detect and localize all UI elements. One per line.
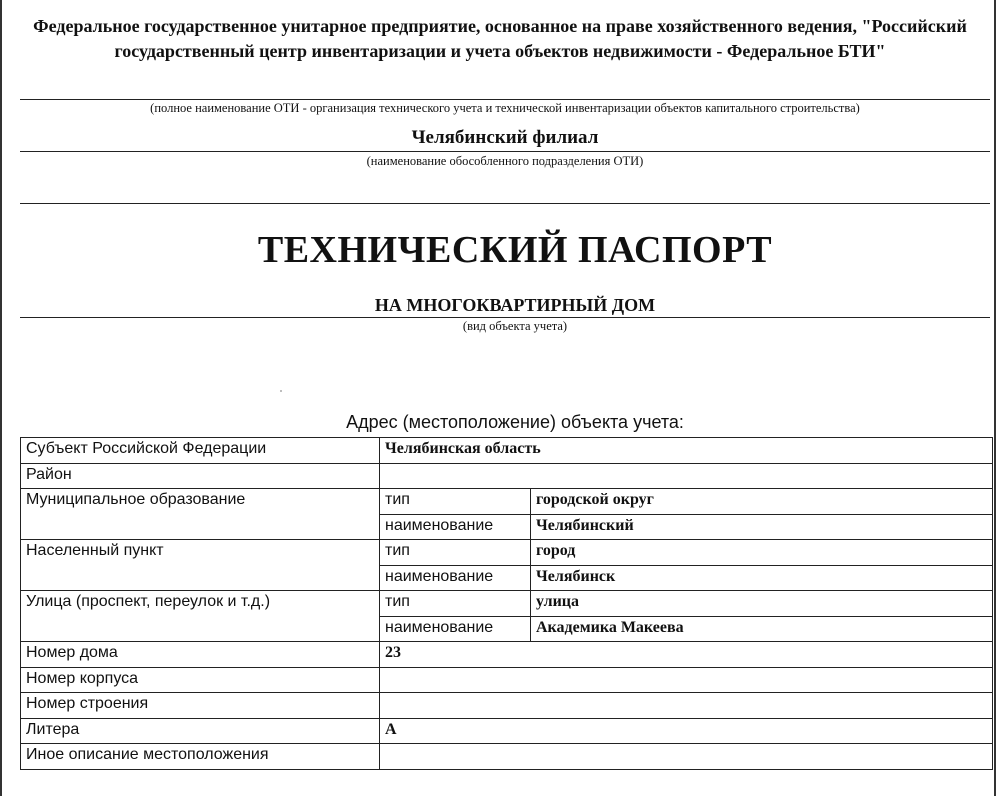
- litera-label: Литера: [21, 718, 380, 744]
- settlement-type-label: тип: [380, 540, 531, 566]
- divider: [20, 99, 990, 100]
- branch-caption: (наименование обособленного подразделения ОТИ): [366, 154, 644, 168]
- divider: [20, 203, 990, 204]
- street-type-value: улица: [531, 591, 993, 617]
- address-table: [20, 437, 993, 770]
- other-location-value: [380, 744, 993, 770]
- subject-label: Субъект Российской Федерации: [21, 438, 380, 464]
- document-title: ТЕХНИЧЕСКИЙ ПАСПОРТ: [257, 229, 773, 271]
- settlement-label: Населенный пункт: [21, 540, 380, 591]
- structure-number-value: [380, 693, 993, 719]
- organization-name: Федеральное государственное унитарное предприятие, основанное на праве хозяйственного ведения, "Российский государственный центр инвентаризации и учета объектов недвижимости - Федеральное БТИ": [33, 16, 967, 61]
- municipality-name-label: наименование: [380, 514, 531, 540]
- address-heading: Адрес (местоположение) объекта учета:: [346, 412, 684, 432]
- settlement-type-value: город: [531, 540, 993, 566]
- district-value: [380, 463, 993, 489]
- municipality-label: Муниципальное образование: [21, 489, 380, 540]
- settlement-name-label: наименование: [380, 565, 531, 591]
- divider: [20, 151, 990, 152]
- table-row: [21, 540, 993, 566]
- house-number-value: 23: [380, 642, 993, 668]
- organization-caption: (полное наименование ОТИ - организация технического учета и технической инвентаризации объектов капитального строительства): [150, 101, 860, 115]
- table-row: [21, 667, 993, 693]
- structure-number-label: Номер строения: [21, 693, 380, 719]
- table-row: [21, 489, 993, 515]
- scan-speck: [280, 390, 282, 392]
- table-row: [21, 693, 993, 719]
- building-number-value: [380, 667, 993, 693]
- municipality-type-label: тип: [380, 489, 531, 515]
- street-label: Улица (проспект, переулок и т.д.): [21, 591, 380, 642]
- house-number-label: Номер дома: [21, 642, 380, 668]
- object-type-caption: (вид объекта учета): [462, 319, 568, 333]
- subject-value: Челябинская область: [380, 438, 993, 464]
- district-label: Район: [21, 463, 380, 489]
- other-location-label: Иное описание местоположения: [21, 744, 380, 770]
- municipality-type-value: городской округ: [531, 489, 993, 515]
- table-row: [21, 438, 993, 464]
- table-row: [21, 744, 993, 770]
- building-number-label: Номер корпуса: [21, 667, 380, 693]
- street-name-value: Академика Макеева: [531, 616, 993, 642]
- municipality-name-value: Челябинский: [531, 514, 993, 540]
- settlement-name-value: Челябинск: [531, 565, 993, 591]
- litera-value: А: [380, 718, 993, 744]
- street-type-label: тип: [380, 591, 531, 617]
- branch-name: Челябинский филиал: [411, 127, 599, 148]
- table-row: [21, 642, 993, 668]
- table-row: [21, 718, 993, 744]
- table-row: [21, 591, 993, 617]
- divider: [20, 317, 990, 318]
- table-row: [21, 463, 993, 489]
- object-type: НА МНОГОКВАРТИРНЫЙ ДОМ: [374, 295, 656, 315]
- street-name-label: наименование: [380, 616, 531, 642]
